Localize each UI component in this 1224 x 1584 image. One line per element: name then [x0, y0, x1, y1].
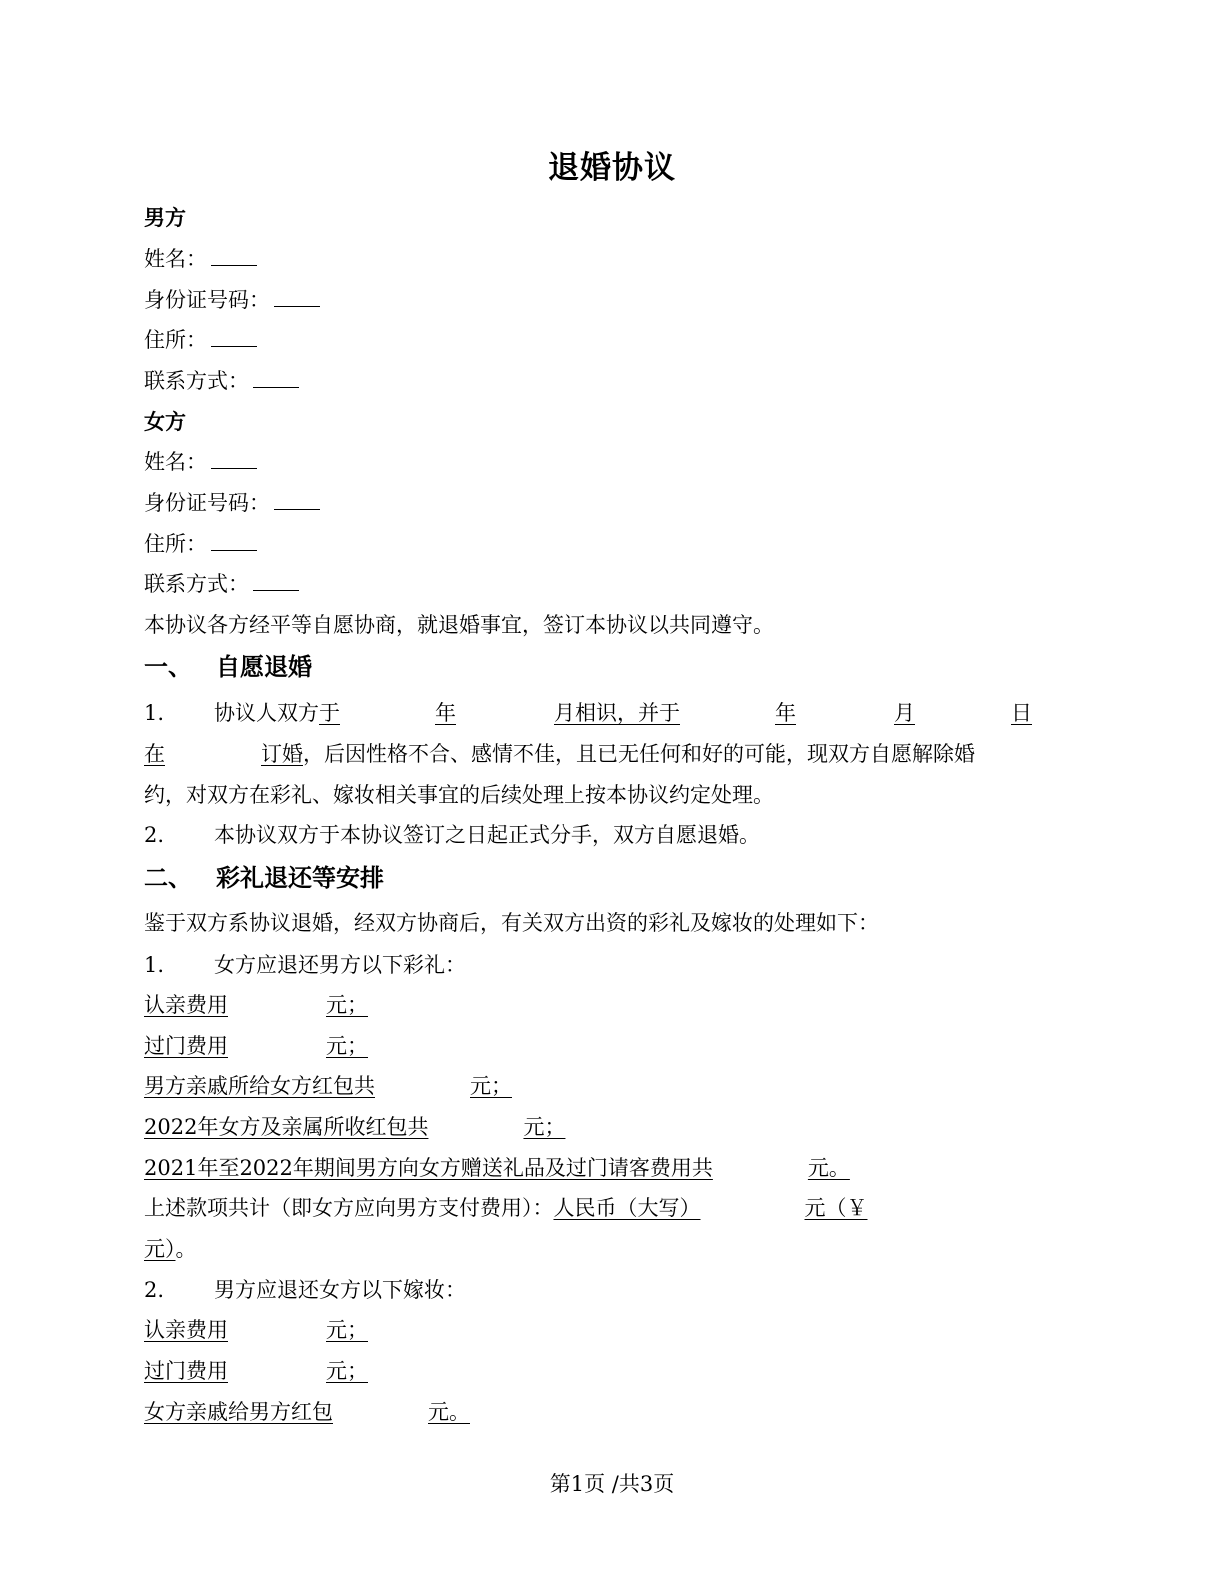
contact-blank[interactable]	[253, 570, 299, 591]
clause-2-1	[144, 950, 466, 980]
clause-number: 1.	[144, 701, 165, 725]
id-blank[interactable]	[274, 489, 320, 510]
section-number: 二、	[144, 864, 192, 892]
page-footer: 第1页 /共3页	[549, 1472, 675, 1496]
male-id-field	[144, 285, 320, 315]
clause-text: 女方应退还男方以下彩礼：	[214, 953, 466, 977]
betrothal-item-2[interactable]: 过门费用 元；	[144, 1034, 368, 1058]
clause-2-2	[144, 1275, 466, 1305]
clause-text: 本协议双方于本协议签订之日起正式分手，双方自愿退婚。	[214, 823, 760, 847]
female-contact-field	[144, 569, 299, 599]
male-party-heading: 男方	[144, 206, 186, 230]
id-blank[interactable]	[274, 286, 320, 307]
clause-1-1-line1	[144, 698, 1068, 728]
section-2-heading	[144, 863, 384, 893]
clause-text: ，后因性格不合、感情不佳，且已无任何和好的可能，现双方自愿解除婚	[303, 742, 975, 766]
dowry-item-1[interactable]: 认亲费用 元；	[144, 1318, 368, 1342]
total-amount-blank-end[interactable]: 元）	[144, 1237, 176, 1261]
name-blank[interactable]	[211, 448, 257, 469]
betrothal-total	[144, 1193, 964, 1223]
betrothal-total-cont: 元）。	[144, 1237, 197, 1261]
section-title: 自愿退婚	[216, 653, 312, 681]
clause-number: 1.	[144, 953, 165, 977]
date-fill-blank[interactable]: 于 年 月相识，并于 年 月 日	[319, 701, 1032, 725]
total-label: 上述款项共计（即女方应向男方支付费用）：	[144, 1196, 554, 1220]
address-blank[interactable]	[211, 530, 257, 551]
intro-paragraph: 本协议各方经平等自愿协商，就退婚事宜，签订本协议以共同遵守。	[144, 613, 774, 637]
section-title: 彩礼退还等安排	[216, 864, 384, 892]
section-number: 一、	[144, 653, 192, 681]
clause-1-2	[144, 820, 760, 850]
female-party-heading: 女方	[144, 410, 186, 434]
field-label: 住所：	[144, 532, 207, 556]
document-title: 退婚协议	[548, 150, 676, 186]
section-2-intro: 鉴于双方系协议退婚，经双方协商后，有关双方出资的彩礼及嫁妆的处理如下：	[144, 911, 879, 935]
field-label: 联系方式：	[144, 369, 249, 393]
male-contact-field	[144, 366, 299, 396]
betrothal-item-5[interactable]: 2021年至2022年期间男方向女方赠送礼品及过门请客费用共 元。	[144, 1156, 850, 1180]
clause-text: 男方应退还女方以下嫁妆：	[214, 1278, 466, 1302]
betrothal-item-3[interactable]: 男方亲戚所给女方红包共 元；	[144, 1074, 512, 1098]
male-name-field	[144, 244, 257, 274]
dowry-item-2[interactable]: 过门费用 元；	[144, 1359, 368, 1383]
clause-number: 2.	[144, 823, 165, 847]
field-label: 身份证号码：	[144, 288, 270, 312]
female-name-field	[144, 447, 257, 477]
betrothal-item-1[interactable]: 认亲费用 元；	[144, 993, 368, 1017]
clause-number: 2.	[144, 1278, 165, 1302]
field-label: 姓名：	[144, 450, 207, 474]
betrothal-item-4[interactable]: 2022年女方及亲属所收红包共 元；	[144, 1115, 566, 1139]
place-fill-blank[interactable]: 在 订婚	[144, 742, 303, 766]
field-label: 姓名：	[144, 247, 207, 271]
clause-text: 协议人双方	[214, 701, 319, 725]
field-label: 住所：	[144, 328, 207, 352]
male-address-field	[144, 325, 257, 355]
name-blank[interactable]	[211, 245, 257, 266]
clause-1-1-line3: 约，对双方在彩礼、嫁妆相关事宜的后续处理上按本协议约定处理。	[144, 783, 774, 807]
female-id-field	[144, 488, 320, 518]
field-label: 身份证号码：	[144, 491, 270, 515]
address-blank[interactable]	[211, 326, 257, 347]
section-1-heading	[144, 652, 312, 682]
clause-1-1-line2	[144, 739, 975, 769]
female-address-field	[144, 529, 257, 559]
contact-blank[interactable]	[253, 367, 299, 388]
dowry-item-3[interactable]: 女方亲戚给男方红包 元。	[144, 1400, 470, 1424]
total-amount-blank[interactable]: 人民币（大写） 元（￥	[553, 1196, 868, 1220]
field-label: 联系方式：	[144, 572, 249, 596]
